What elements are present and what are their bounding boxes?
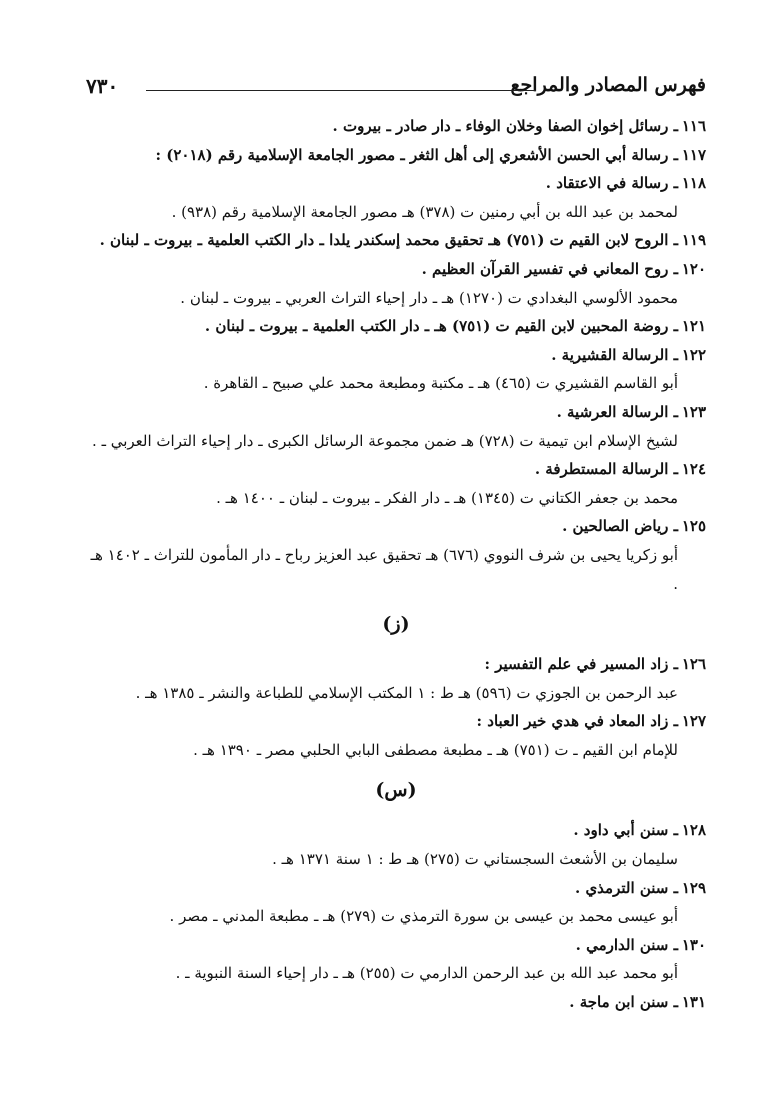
- entry-details: محمود الألوسي البغدادي ت (١٢٧٠) هـ ـ دار إحياء التراث العربي ـ بيروت ـ لبنان .: [180, 288, 678, 307]
- reference-entry: [86, 312, 706, 341]
- entry-title: ـ سنن أبي داود .: [573, 821, 678, 840]
- page-header: [86, 70, 706, 104]
- section-heading-z: (ز): [382, 613, 410, 636]
- entry-title: ـ الروح لابن القيم ت (٧٥١) هـ تحقيق محمد إسكندر يلدا ـ دار الكتب العلمية ـ بيروت ـ لبنان .: [99, 231, 678, 250]
- entry-number: ١١٨: [681, 174, 706, 193]
- page: [86, 70, 706, 1017]
- entry-details: أبو القاسم القشيري ت (٤٦٥) هـ ـ مكتبة ومطبعة محمد علي صبيح ـ القاهرة .: [203, 374, 678, 393]
- reference-entry: [86, 169, 706, 198]
- entry-details: عبد الرحمن بن الجوزي ت (٥٩٦) هـ ط : ١ المكتب الإسلامي للطباعة والنشر ـ ١٣٨٥ هـ .: [135, 683, 678, 702]
- entry-number: ١٢٩: [681, 878, 706, 897]
- reference-entry: [86, 398, 706, 427]
- reference-entry: [86, 874, 706, 903]
- entry-details: لشيخ الإسلام ابن تيمية ت (٧٢٨) هـ ضمن مجموعة الرسائل الكبرى ـ دار إحياء التراث العربي ـ .: [92, 431, 678, 450]
- entry-details: أبو محمد عبد الله بن عبد الرحمن الدارمي ت (٢٥٥) هـ ـ دار إحياء السنة النبوية ـ .: [175, 964, 678, 983]
- entry-details: أبو زكريا يحيى بن شرف النووي (٦٧٦) هـ تحقيق عبد العزيز رباح ـ دار المأمون للتراث ـ ١٤٠٢ هـ .: [90, 545, 678, 593]
- entry-title: ـ الرسالة المستطرفة .: [534, 460, 678, 479]
- entry-title: ـ رسالة أبي الحسن الأشعري إلى أهل الثغر ـ مصور الجامعة الإسلامية رقم (٢٠١٨) :: [155, 145, 678, 164]
- page-title: فهرس المصادر والمراجع: [510, 74, 706, 96]
- entry-number: ١١٧: [681, 145, 706, 164]
- entry-number: ١٢٢: [681, 345, 706, 364]
- entry-details: لمحمد بن عبد الله بن أبي رمنين ت (٣٧٨) هـ مصور الجامعة الإسلامية رقم (٩٣٨) .: [171, 202, 678, 221]
- entry-details: للإمام ابن القيم ـ ت (٧٥١) هـ ـ مطبعة مصطفى البابي الحلبي مصر ـ ١٣٩٠ هـ .: [193, 740, 678, 759]
- reference-entry: [86, 341, 706, 370]
- entry-number: ١٢٦: [681, 655, 706, 674]
- header-rule: [146, 90, 536, 91]
- entry-details: محمد بن جعفر الكتاني ت (١٣٤٥) هـ ـ دار الفكر ـ بيروت ـ لبنان ـ ١٤٠٠ هـ .: [216, 488, 678, 507]
- reference-entry: [86, 707, 706, 736]
- reference-entry: [86, 650, 706, 679]
- entry-number: ١٢٨: [681, 821, 706, 840]
- entry-title: ـ زاد المعاد في هدي خير العباد :: [476, 712, 678, 731]
- entry-number: ١٣١: [681, 993, 706, 1012]
- entry-title: ـ روح المعاني في تفسير القرآن العظيم .: [421, 259, 678, 278]
- entry-title: ـ رياض الصالحين .: [562, 517, 678, 536]
- entry-title: ـ سنن الترمذي .: [575, 878, 678, 897]
- entry-number: ١٣٠: [681, 935, 706, 954]
- entry-title: ـ الرسالة القشيرية .: [551, 345, 678, 364]
- reference-entry: [86, 512, 706, 541]
- entry-title: ـ زاد المسير في علم التفسير :: [484, 655, 678, 674]
- entry-number: ١٢٣: [681, 402, 706, 421]
- section-heading-s: (س): [375, 779, 417, 802]
- entry-number: ١٢٤: [681, 460, 706, 479]
- references-list: [86, 112, 706, 1017]
- entry-title: ـ سنن الدارمي .: [575, 935, 678, 954]
- entry-number: ١٢٥: [681, 517, 706, 536]
- entry-title: ـ رسالة في الاعتقاد .: [545, 174, 678, 193]
- reference-entry: [86, 226, 706, 255]
- entry-title: ـ سنن ابن ماجة .: [569, 993, 678, 1012]
- reference-entry: [86, 816, 706, 845]
- reference-entry: [86, 112, 706, 141]
- entry-details: سليمان بن الأشعث السجستاني ت (٢٧٥) هـ ط : ١ سنة ١٣٧١ هـ .: [272, 850, 678, 869]
- entry-number: ١٢١: [681, 317, 706, 336]
- reference-entry: [86, 141, 706, 170]
- page-number: ٧٣٠: [86, 74, 119, 98]
- entries-block-r: [86, 112, 706, 598]
- entry-details: أبو عيسى محمد بن عيسى بن سورة الترمذي ت (٢٧٩) هـ ـ مطبعة المدني ـ مصر .: [169, 907, 678, 926]
- entry-number: ١٢٠: [681, 259, 706, 278]
- reference-entry: [86, 455, 706, 484]
- reference-entry: [86, 931, 706, 960]
- entry-number: ١٢٧: [681, 712, 706, 731]
- entry-number: ١١٩: [681, 231, 706, 250]
- entries-block-s: [86, 816, 706, 1016]
- entry-title: ـ الرسالة العرشية .: [556, 402, 678, 421]
- reference-entry: [86, 255, 706, 284]
- entry-title: ـ روضة المحبين لابن القيم ت (٧٥١) هـ ـ دار الكتب العلمية ـ بيروت ـ لبنان .: [204, 317, 678, 336]
- reference-entry: [86, 988, 706, 1017]
- entries-block-z: [86, 650, 706, 764]
- entry-number: ١١٦: [681, 117, 706, 135]
- entry-title: ـ رسائل إخوان الصفا وخلان الوفاء ـ دار صادر ـ بيروت .: [332, 117, 678, 135]
